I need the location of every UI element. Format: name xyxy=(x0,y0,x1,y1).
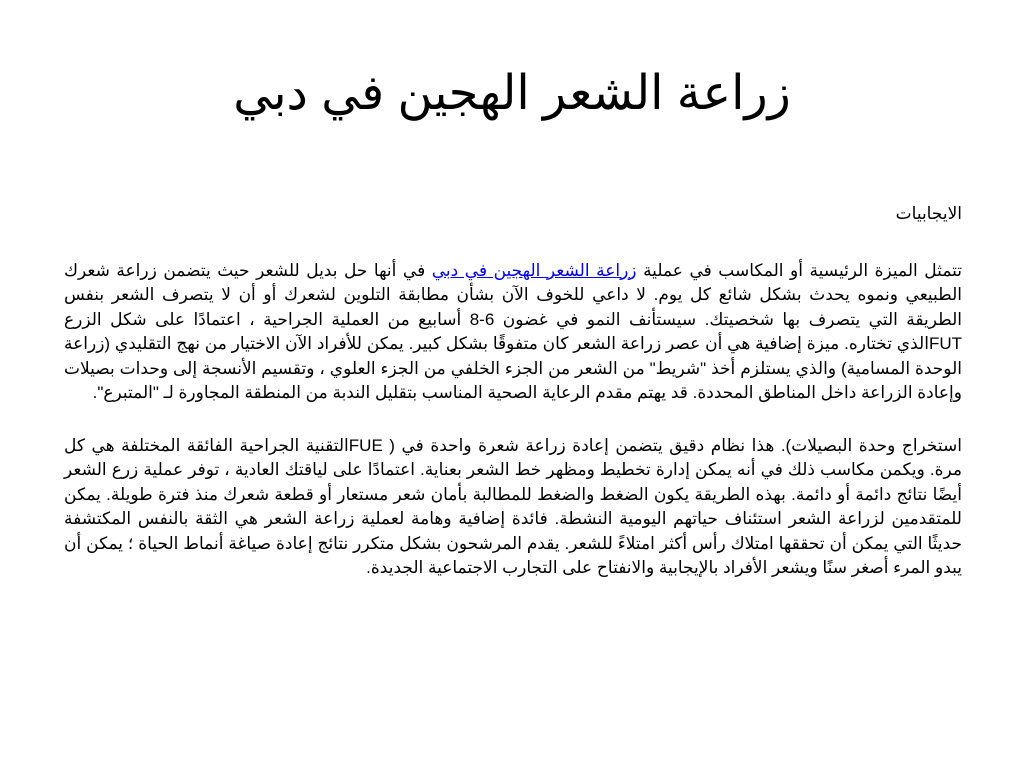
paragraph-fue: استخراج وحدة البصيلات). هذا نظام دقيق يتضمن إعادة زراعة شعرة واحدة في ( FUEالتقنية الجراحية الفائقة المختلفة هي كل مرة. ويكمن مكاسب ذلك في أنه يمكن إدارة تخطيط ومظهر خط الشعر بعناية. اعتمادًا على لياقتك العادية ، توفر عملية زرع الشعر أيضًا نتائج دائمة أو دائمة. بهذه الطريقة يكون الضغط والضغط للمطالبة بأمان شعر مستعار أو قطعة شعرك منذ فترة طويلة. يمكن للمتقدمين لزراعة الشعر استئناف حياتهم اليومية النشطة. فائدة إضافية وهامة لعملية زراعة الشعر هي الثقة بالنفس المكتشفة حديثًا التي يمكن أن تحققها امتلاك رأس أكثر امتلاءً للشعر. يقدم المرشحون بشكل متكرر نتائج إعادة صياغة أنماط الحياة ؛ يمكن أن يبدو المرء أصغر سنًا ويشعر الأفراد بالإيجابية والانفتاح على التجارب الاجتماعية الجديدة. xyxy=(64,435,962,577)
section-heading: الايجابيات xyxy=(895,204,962,223)
slide-title: زراعة الشعر الهجين في دبي xyxy=(233,67,791,120)
paragraph-1-after-link: في أنها حل بديل للشعر حيث يتضمن زراعة شعرك الطبيعي ونموه يحدث بشكل شائع كل يوم. لا داعي للخوف الآن بشأن مطابقة التلوين لشعرك أو أن لا يتصرف الشعر بنفس الطريقة التي يتصرف بها شخصيتك. سيستأنف النمو في غضون 6-8 أسابيع من العملية الجراحية ، اعتمادًا على شكل الزرع FUTالذي تختاره. ميزة إضافية هي أن عصر زراعة الشعر كان متفوقًا بشكل كبير. يمكن للأفراد الآن الاختيار من نهج التقليدي (زراعة الوحدة المسامية) والذي يستلزم أخذ "شريط" من الشعر من الجزء الخلفي من الجزء العلوي ، وتقسيم الأنسجة إلى وحدات بصيلات وإعادة الزراعة داخل المناطق المحددة. قد يهتم مقدم الرعاية الصحية المناسب بتقليل الندبة من المنطقة المجاورة لـ "المتبرع". xyxy=(64,260,962,402)
hybrid-hair-transplant-link[interactable]: زراعة الشعر الهجين في دبي xyxy=(431,260,637,280)
paragraph-advantages xyxy=(64,259,962,406)
slide-content xyxy=(64,202,962,609)
paragraph-1-before-link: تتمثل الميزة الرئيسية أو المكاسب في عملية xyxy=(636,260,963,280)
